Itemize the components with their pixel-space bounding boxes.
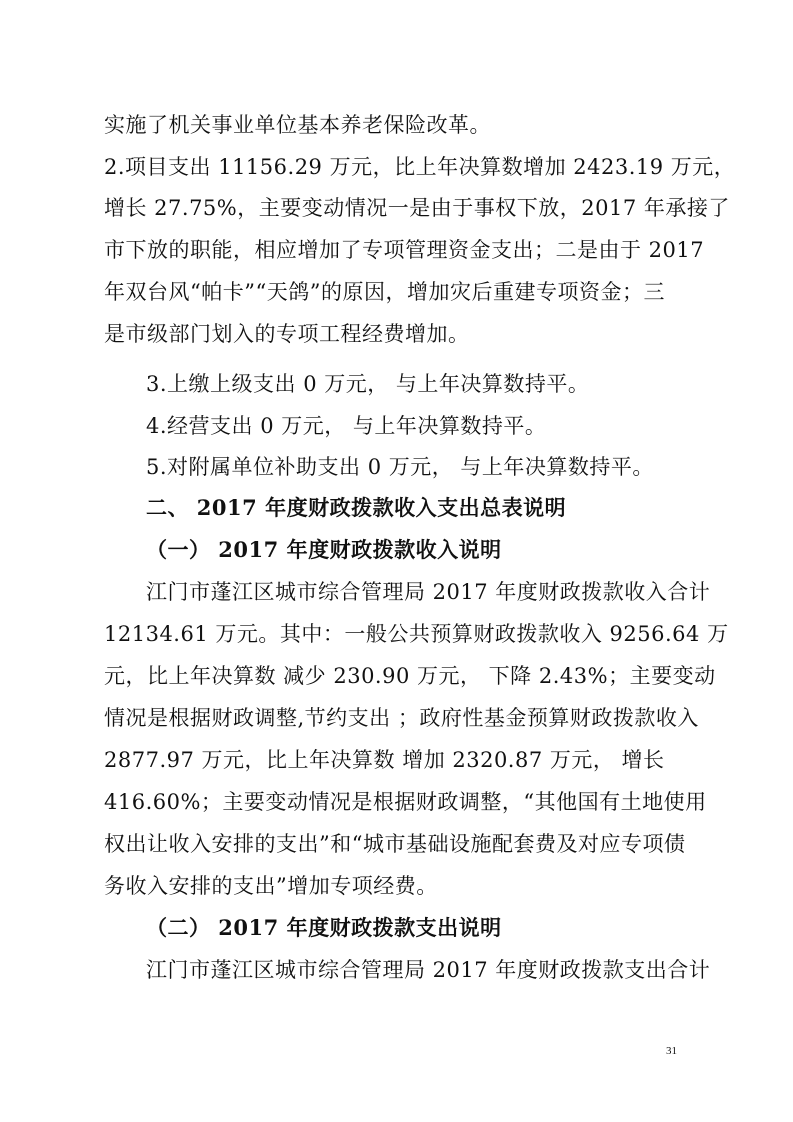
paragraph-line: 是市级部门划入的专项工程经费增加。 <box>104 322 470 346</box>
paragraph-line: 情况是根据财政调整,节约支出 ；政府性基金预算财政拨款收入 <box>104 706 699 730</box>
paragraph-line: 元，比上年决算数 减少 230.90 万元， 下降 2.43%；主要变动 <box>104 664 716 688</box>
paragraph-line: 实施了机关事业单位基本养老保险改革。 <box>104 113 491 137</box>
list-item: 4.经营支出 0 万元， 与上年决算数持平。 <box>146 414 547 438</box>
subsection-heading: （二） 2017 年度财政拨款支出说明 <box>146 915 502 940</box>
list-item: 3.上缴上级支出 0 万元， 与上年决算数持平。 <box>146 372 590 396</box>
paragraph-line: 2.项目支出 11156.29 万元，比上年决算数增加 2423.19 万元， <box>104 155 736 179</box>
paragraph-line: 增长 27.75%，主要变动情况一是由于事权下放，2017 年承接了 <box>104 196 730 220</box>
page-number: 31 <box>666 1045 677 1057</box>
paragraph-line: 2877.97 万元，比上年决算数 增加 2320.87 万元， 增长 <box>104 748 665 772</box>
list-item: 5.对附属单位补助支出 0 万元， 与上年决算数持平。 <box>146 455 654 479</box>
paragraph-line: 市下放的职能，相应增加了专项管理资金支出；二是由于 2017 <box>104 238 705 262</box>
paragraph-line: 权出让收入安排的支出”和“城市基础设施配套费及对应专项债 <box>104 832 686 856</box>
paragraph-line: 年双台风“帕卡”“天鸽”的原因，增加灾后重建专项资金；三 <box>104 280 665 304</box>
paragraph-line: 务收入安排的支出”增加专项经费。 <box>104 874 438 898</box>
paragraph-line: 江门市蓬江区城市综合管理局 2017 年度财政拨款支出合计 <box>146 958 711 982</box>
subsection-heading: （一） 2017 年度财政拨款收入说明 <box>146 537 502 562</box>
section-heading: 二、 2017 年度财政拨款收入支出总表说明 <box>146 495 567 520</box>
paragraph-line: 12134.61 万元。其中：一般公共预算财政拨款收入 9256.64 万 <box>104 622 729 646</box>
paragraph-line: 416.60%；主要变动情况是根据财政调整，“其他国有土地使用 <box>104 790 707 814</box>
paragraph-line: 江门市蓬江区城市综合管理局 2017 年度财政拨款收入合计 <box>146 580 711 604</box>
